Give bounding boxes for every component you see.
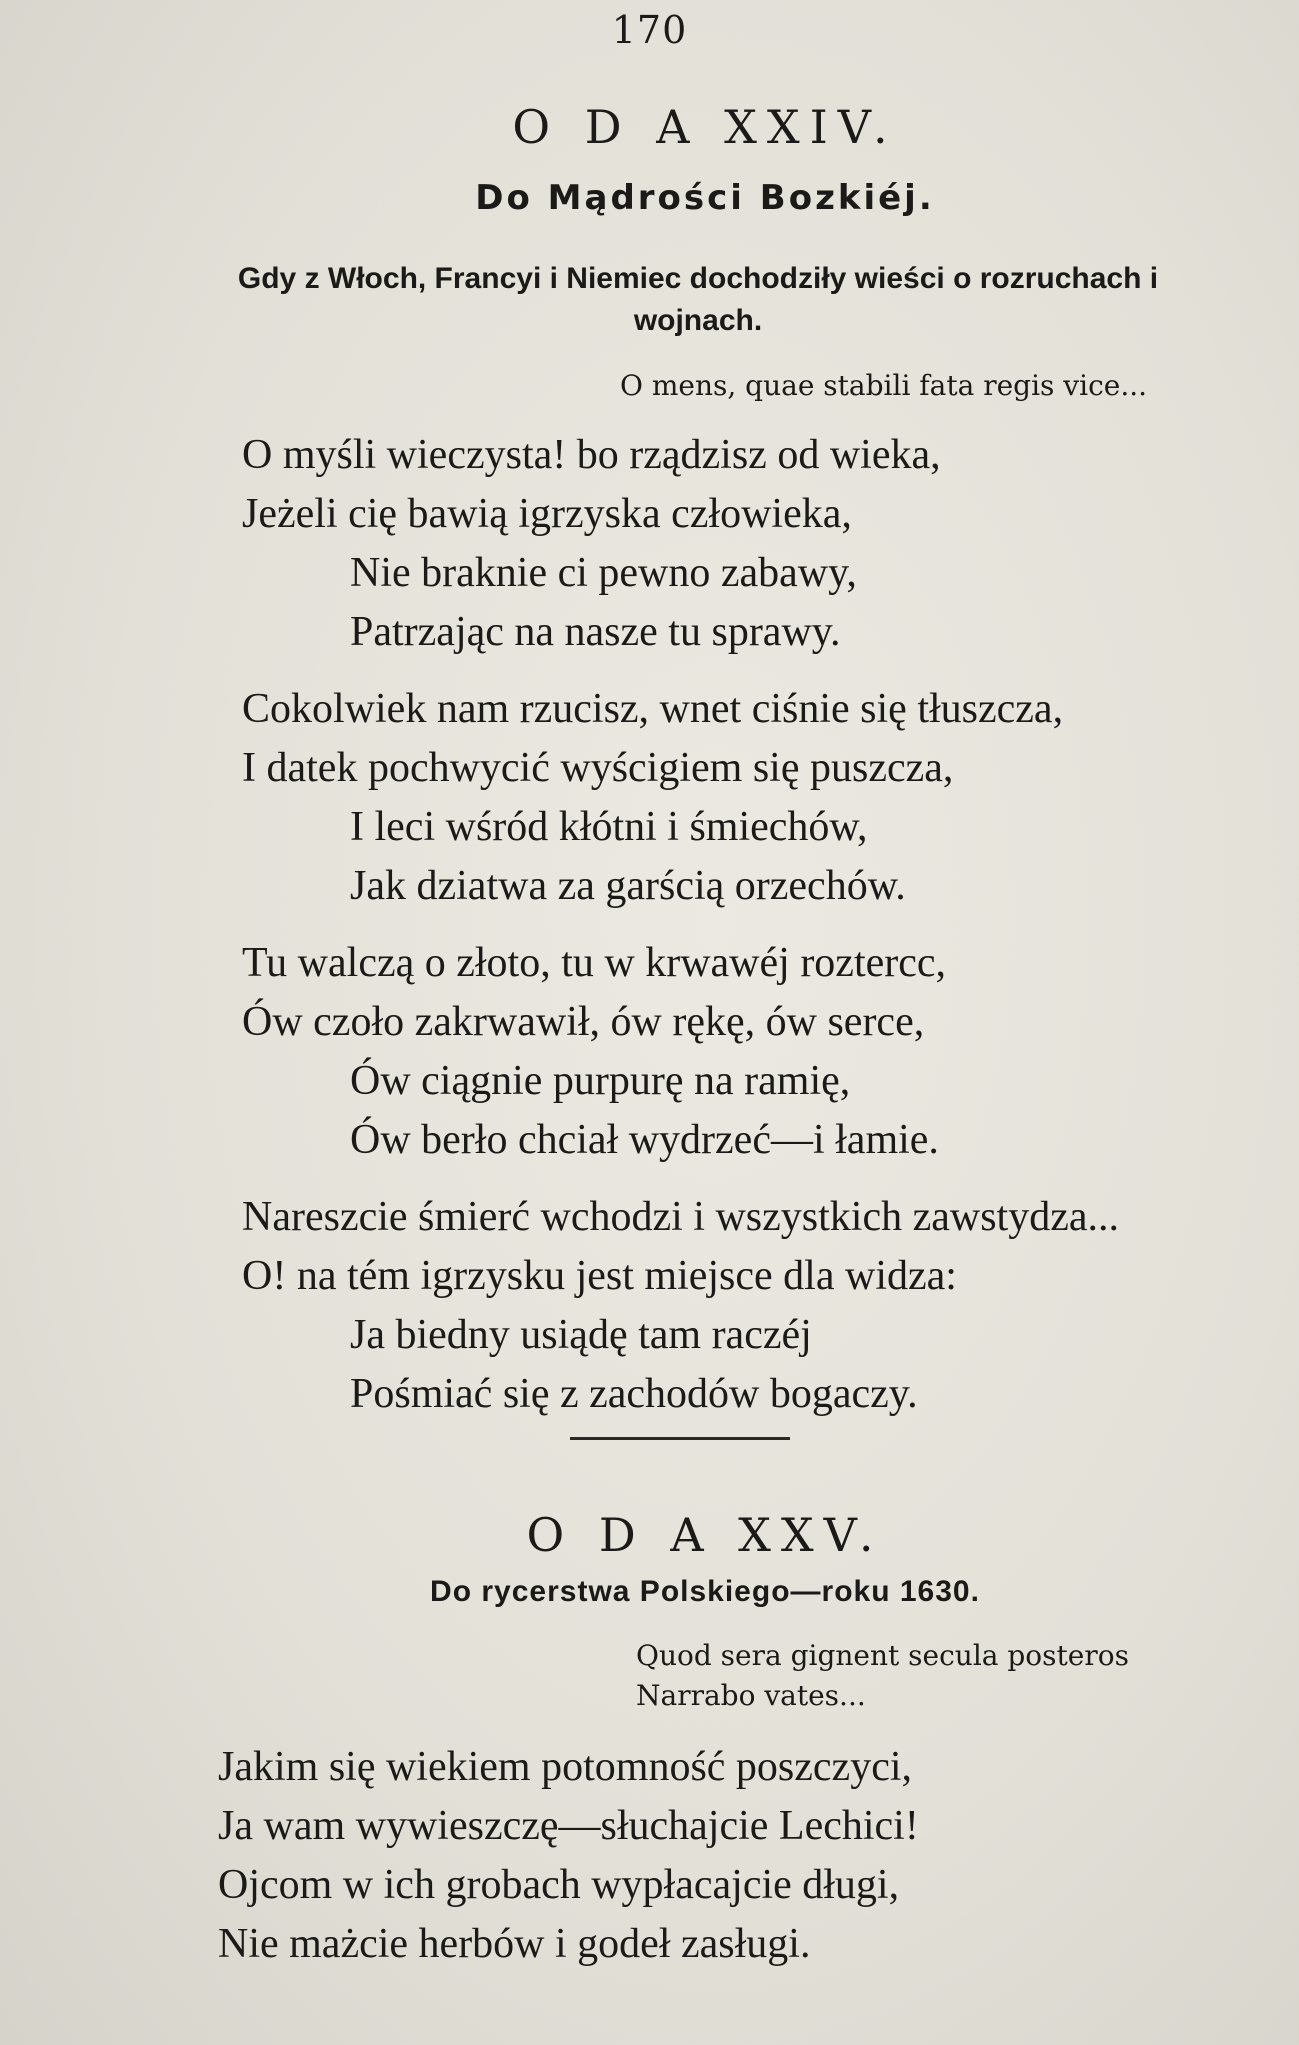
ode-xxv-title: O D A XXV. <box>526 1508 884 1562</box>
ode-xxiv-subtitle: Gdy z Włoch, Francyi i Niemiec dochodziły wieści o rozruchach i wojnach. <box>237 262 1159 337</box>
verse-line: O myśli wieczysta! bo rządzisz od wieka, <box>242 432 941 478</box>
page-number: 170 <box>611 8 688 52</box>
verse-line: Ów ciągnie purpurę na ramię, <box>350 1058 851 1104</box>
verse-line: Jak dziatwa za garścią orzechów. <box>350 863 906 909</box>
verse-line: Ja biedny usiądę tam raczéj <box>350 1312 812 1358</box>
ode-xxiv-dedication: Do Mądrości Bozkiéj. <box>475 178 935 218</box>
ode-xxv-epigraph <box>636 1636 1129 1716</box>
verse-line: Patrzając na nasze tu sprawy. <box>350 609 841 655</box>
verse-line: Jeżeli cię bawią igrzyska człowieka, <box>242 491 852 537</box>
verse-line: I datek pochwycić wyścigiem się puszcza, <box>242 745 954 791</box>
verse-line: Pośmiać się z zachodów bogaczy. <box>350 1371 918 1417</box>
ode-xxiv-title: O D A XXIV. <box>512 100 898 154</box>
epigraph-line: Quod sera gignent secula posteros <box>636 1639 1129 1672</box>
stanza-1 <box>242 426 1119 662</box>
verse-line: Tu walczą o złoto, tu w krwawéj roztercc, <box>242 940 947 986</box>
verse-line: Ów czoło zakrwawił, ów rękę, ów serce, <box>242 999 925 1045</box>
verse-line: Ja wam wywieszczę—słuchajcie Lechici! <box>218 1803 919 1849</box>
stanza-1 <box>218 1738 919 1974</box>
verse-line: Nareszcie śmierć wchodzi i wszystkich zawstydza... <box>242 1194 1119 1240</box>
ode-xxiv-epigraph: O mens, quae stabili fata regis vice... <box>620 369 1148 402</box>
ode-xxv-dedication: Do rycerstwa Polskiego—roku 1630. <box>430 1575 980 1608</box>
verse-line: O! na tém igrzysku jest miejsce dla widza: <box>242 1253 957 1299</box>
stanza-4 <box>242 1188 1119 1424</box>
ode-xxiv-verse <box>242 426 1119 1442</box>
verse-line: I leci wśród kłótni i śmiechów, <box>350 804 868 850</box>
verse-line: Jakim się wiekiem potomność poszczyci, <box>218 1744 913 1790</box>
verse-line: Ów berło chciał wydrzeć—i łamie. <box>350 1117 939 1163</box>
stanza-2 <box>242 680 1119 916</box>
ode-xxv-verse <box>218 1738 919 1992</box>
epigraph-line: Narrabo vates... <box>636 1679 866 1712</box>
verse-line: Nie mażcie herbów i godeł zasługi. <box>218 1921 811 1967</box>
section-divider <box>570 1437 790 1440</box>
stanza-3 <box>242 934 1119 1170</box>
verse-line: Nie braknie ci pewno zabawy, <box>350 550 857 596</box>
verse-line: Cokolwiek nam rzucisz, wnet ciśnie się tłuszcza, <box>242 686 1064 732</box>
verse-line: Ojcom w ich grobach wypłacajcie długi, <box>218 1862 900 1908</box>
